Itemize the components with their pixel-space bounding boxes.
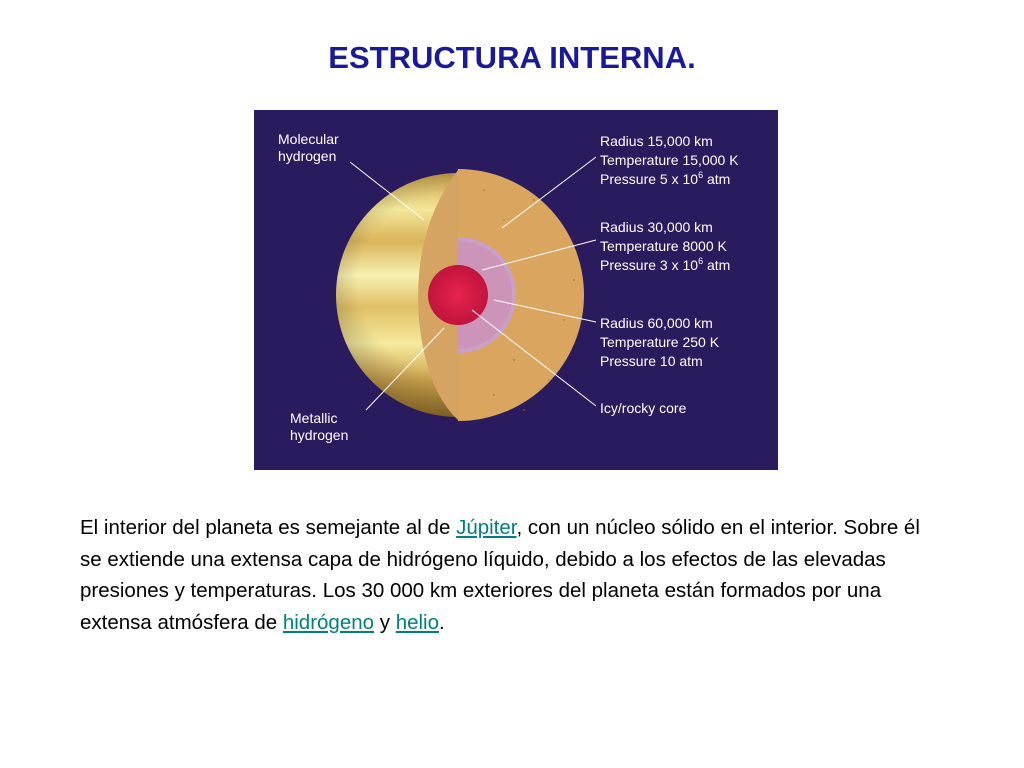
label-core: Icy/rocky core xyxy=(600,400,687,416)
body-text-4: . xyxy=(439,610,445,634)
label-layer-60000km: Radius 60,000 km Temperature 250 K Pressure 10 atm xyxy=(600,315,720,369)
label-layer-15000km: Radius 15,000 km Temperature 15,000 K Pressure 5 x $10^6$ atm xyxy=(600,133,739,187)
body-paragraph xyxy=(80,512,920,638)
body-text-1: El interior del planeta es semejante al de xyxy=(80,516,457,539)
link-helio[interactable]: helio xyxy=(395,610,440,634)
body-text-3: y xyxy=(374,610,396,634)
label-metallic-hydrogen: Metallic hydrogen xyxy=(290,410,349,443)
slide-title: ESTRUCTURA INTERNA. xyxy=(328,40,696,75)
label-layer-30000km: Radius 30,000 km Temperature 8000 K Pressure 3 x $10^6$ atm xyxy=(600,219,731,273)
label-molecular-hydrogen: Molecular hydrogen xyxy=(278,131,339,164)
planet-structure-diagram xyxy=(254,110,778,470)
link-hidrogeno[interactable]: hidrógeno xyxy=(282,610,375,634)
link-jupiter[interactable]: Júpiter xyxy=(456,516,517,539)
body-text-2: , con un núcleo sólido en el interior. Sobre él se extiende una extensa capa de hidrógeno líquido, debido a los efectos de las elevadas presiones y temperaturas. Los 30 000 km exteriores del planeta están formados por una extensa atmósfera de xyxy=(80,516,920,634)
